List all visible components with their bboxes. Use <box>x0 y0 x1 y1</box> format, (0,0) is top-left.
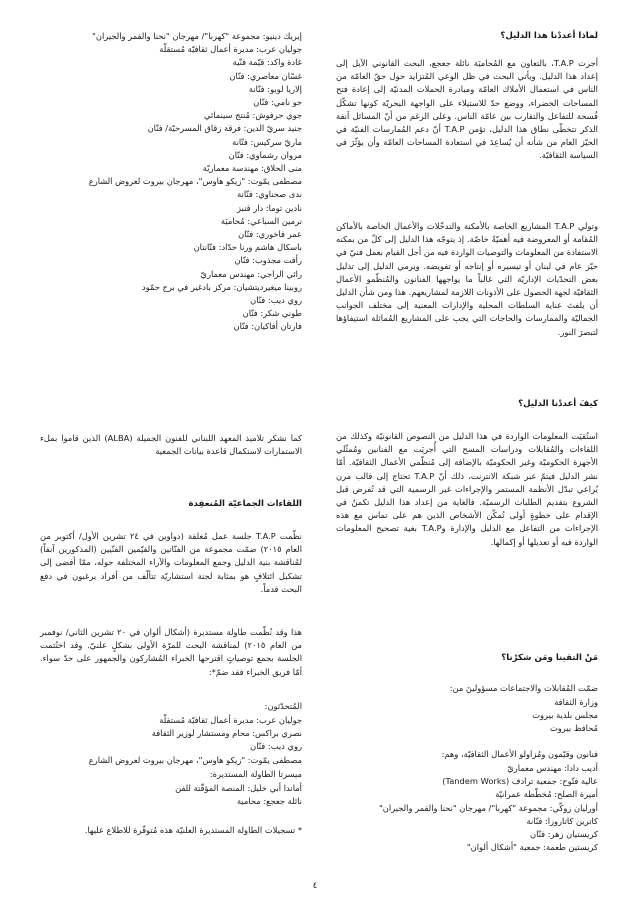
list-item: كريستين طعمة: جمعية "أشكال ألوان" <box>466 842 598 853</box>
list-item: نصري براكس: محام ومستشار لوزير الثقافة <box>151 728 302 739</box>
officials-list <box>336 696 598 736</box>
group-meetings-heading: اللقاءات الجماعيّة المُنعقِدة <box>188 499 302 509</box>
how-guide-paragraph: استُقيَت المعلومات الواردة في هذا الدليل من النصوص القانونيّة وكذلك من اللقاءات والمُقابلات ودراسات المسح التي أُجريَت مع الفنانين ومُمثّلي الأجهزة الحكوميّة وغير الحكوميّة بالإضافة إلى مُنظّمي الأعمال الثقافيّة. أمّا نشر الدليل فيتمّ عبر شبكة الانترنت، ذلك أنّ T.A.P تحتاج إلى قالب مرن يُراعي تبدّل الأنظمة المستمر والإجراءات غير الرسمية التي قد تُفرض قبل الشروع بتقديم الطلبات الرسميّة. فالغاية من إعداد هذا الدليل تكمنُ في الإقدام على خطوةٍ أولى تُمكّن الأشخاص الذين هم على تماس مع هذه الإجراءات من التفاعل مع الدليل والإدارة وT.A.P بغية تصحيح المعلومات الواردة فيه أو تعديلها أو إكمالها. <box>336 431 598 547</box>
list-item: جوليان عرب: مديرة أعمال ثقافيّة مُستقلّة <box>159 715 302 725</box>
list-item: رأفت مجذوب: فنّان <box>234 255 302 266</box>
group-meetings-paragraph-1: نظّمت T.A.P جلسة عمل مُغلقة (دواوين في ٢٤ تشرين الأول/ أكتوبر من العام ٢٠١٥) ضمّت مجموعة من الفنّانين والقيّمين الفنّيين (المذكورين آنفاً) لمُناقشة بنية الدليل وجمع المعلومات والآراء المختلفة حوله، ممّا أفضى إلى تشكيل ائتلافٍ هو بمثابة لجنة استشاريّة تتألّف من أفراد يرغبون في دفع البحث قدماً. <box>40 531 302 594</box>
list-item: نائلة جعجع: محامية <box>236 796 302 807</box>
list-item: مصطفى يمّوت: "زيكو هاوس"، مهرجان بيروت لعروض الشارع <box>88 754 302 765</box>
list-item: مُحافظ بيروت <box>549 723 598 734</box>
interviews-intro: ضمّت المُقابلات والاجتماعات مسؤولينَ من: <box>449 683 598 693</box>
moderators-heading: ميسرتا الطاولة المستديرة: <box>209 769 302 779</box>
list-item: مجلس بلدية بيروت <box>532 710 598 721</box>
alba-thanks-note: كما نشكر تلاميذ المعهد اللبناني للفنون الجميلة (ALBA) الذين قاموا بملء الاستمارات لاستكمال قاعدة بيانات الجمعية <box>40 433 302 457</box>
list-item: أميرة الصلح: مُخطّطة عمرانيّة <box>495 789 598 800</box>
moderators-list <box>40 782 302 808</box>
why-guide-paragraph-1: أجرت T.A.P، بالتعاون مع المُحاميَة نائلة جعجع، البحث القانوني الآيل إلى إعداد هذا الدليل. ويأتي البحث في ظل الوعي المُتزايد حول حقّ العامّة من الناس في استعمال الأملاك العامّة ومبادرة الحملات المدنيّة إلى إعادة فتح المساحات الخضراء، ووضع حدّ للاستيلاء على الواجهة البحريّة كونها تشكّل فُسحة للتفاعل والتقارب بين عامّة الناس. وعلى الرغم من أنّ المسائل آنفة الذكر تتخطّى نطاق هذا الدليل، تؤمن T.A.P أنّ دعم المُمارسات الفنيّة في الحيّز العام من شأنه أن يُساعِدَ في استعادة المساحات العامّة وأن يؤثّرَ في السياسة الثقافيّة. <box>336 58 598 161</box>
list-item: مروان رشماوي: فنّان <box>228 149 302 160</box>
artists-list <box>336 762 598 854</box>
list-item: إيريك دينيو: مجموعة "كهربا"/ مهرجان "نحنا والقمر والجيران" <box>92 31 302 41</box>
list-item: جو نامي: فنّان <box>253 97 302 108</box>
list-item: فارتان أفاكيان: فنّان <box>233 321 302 332</box>
list-item: غادة واكد: قيّمة فنّية <box>232 57 302 68</box>
footnote: * تسجيلات الطاولة المستديرة العلنيّة هذه مُتوفّرة للاطلاع عليها. <box>84 825 302 835</box>
list-item: كاترين كاتاروزا: فنّانة <box>526 815 598 826</box>
list-item: روي ديب: فنّان <box>250 741 302 752</box>
list-item: وزارة الثقافة <box>554 697 598 707</box>
list-item: جنيد سريّ الدين: فرقة زقاق المسرحيّة/ فنّان <box>147 123 302 134</box>
who-we-met-heading: مَنْ التقينا ومَن شكرْنا؟ <box>501 653 598 663</box>
thanks-names-list <box>40 30 302 334</box>
group-meetings-paragraph-2: هذا وقد نُظّمت طاولة مستديرة (أشكال ألوان في ٢٠ تشرين الثاني/ نوفمبر من العام ٢٠١٥) لمناقشة البحث للمرّة الأولى بشكلٍ علنيّ. وقد اختُتمت الجلسة بجمع توصياتٍ اقترحها الخبراء المُشاركون والجمهور على حدّ سواء. أمّا فريق الخبراء فقد ضمّ*: <box>40 627 303 677</box>
list-item: طوني شكر: فنّان <box>242 308 302 319</box>
list-item: إلاريا لوبو: فنّانة <box>248 83 302 94</box>
speakers-heading: المُتحدّثون: <box>264 701 302 711</box>
list-item: روبينا ميغيرديتشيان: مركز بادغير في برج حمّود <box>141 281 302 292</box>
how-guide-heading: كيفَ أعددْنا الدليل؟ <box>518 399 598 409</box>
list-item: نادين توما: دار قنبز <box>237 202 302 213</box>
page-number: ٤ <box>312 880 318 890</box>
list-item: رائي الراجي: مهندس معماريّ <box>200 268 302 279</box>
list-item: أديب دادا: مهندس معماريّ <box>507 763 598 773</box>
list-item: أورليان زوكّي: مجموعة "كهربا"/ مهرجان "نحنا والقمر والجيران" <box>378 802 598 813</box>
why-guide-paragraph-2: وتولي T.A.P المشاريع الخاصة بالأمكنة والتدخّلات والأعمال الخاصة بالأماكن المُقامة أو المعروضة فيه أهميّةً خاصّة. إذ يتوجّه هذا الدليل إلى كلّ من بمكنه الاستفادة من المعلومات والتوصيات الواردة فيه من أجل القيام بعمل فنيّ في حيّز عام في لبنان أو تيسيره أو إنتاجه أو تفويضه. ويرمي الدليل إلى تذليل بعض التحدّيات الإداريّة التي غالباً ما يواجهها الفنانون والمُنظّمو الأعمال الثقافيّة لجهة الحصول على الأذونات اللازمة لمشاريعهم. هذا ومن شأن الدليل أن يلفتَ عناية السلطات المحلية والإدارات المعنية إلى مختلف الجوانب الجماليّة والممارسات والحاجات التي يجب على المشاريع المُماثلة استيفاؤها لتبصرَ النور. <box>336 221 599 337</box>
list-item: أماندا أبي خليل: المنصة المؤقّتة للفن <box>175 783 302 793</box>
list-item: عالية فتّوح: جمعية ترادف (Tandem Works) <box>442 776 598 787</box>
list-item: ماريّ سركيس: فنّانة <box>232 136 302 147</box>
list-item: جوي حرفوش: مُنتج سينمائي <box>203 110 302 121</box>
list-item: باسكال هاشم ورنا حدّاد: فنّانتان <box>193 242 302 253</box>
list-item: غسّان معاصري: فنّان <box>229 70 302 81</box>
list-item: عمر فاخوري: فنّان <box>238 229 302 240</box>
list-item: نرمين السباعي: مُحاميَة <box>220 215 302 226</box>
list-item: منى الحلاق: مهندسة معماريّة <box>202 163 302 174</box>
speakers-list <box>40 714 302 767</box>
why-guide-heading: لماذا أعددْنا هذا الدليل؟ <box>500 31 598 41</box>
list-item: جوليان عرب: مديرة أعمال ثقافيّة مُستقلّة <box>159 44 302 55</box>
list-item: ندى صحناوي: فنّانة <box>237 189 302 200</box>
list-item: مصطفى يمّوت: "زيكو هاوس"، مهرجان بيروت لعروض الشارع <box>88 176 302 187</box>
artists-intro: فنانون وقيّمون ومُزاولو الأعمال الثقافيّة، وهم: <box>441 749 598 759</box>
list-item: روي ديب: فنّان <box>250 295 302 306</box>
list-item: كريستيان زهر: فنّان <box>530 829 598 840</box>
